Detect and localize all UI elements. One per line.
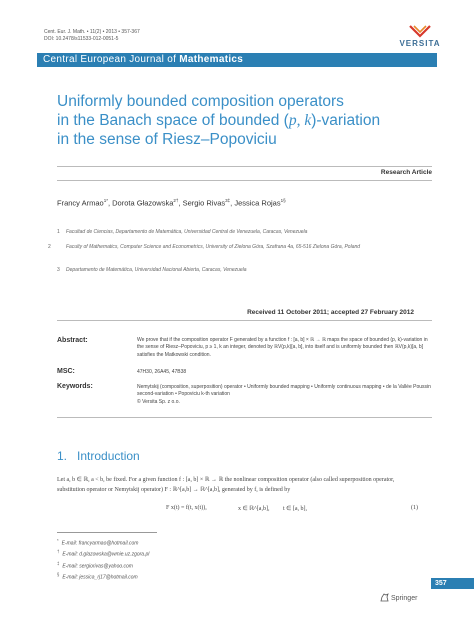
- article-type: Research Article: [380, 169, 432, 176]
- journal-title-bold: Mathematics: [179, 54, 244, 65]
- affiliation-number: 1: [57, 229, 60, 235]
- equation-domain: x ∈ ℝ^[a,b],: [238, 506, 270, 512]
- affiliation-number: 3: [57, 267, 60, 273]
- abstract-label: Abstract:: [57, 337, 88, 344]
- versita-logo-icon: [408, 24, 432, 38]
- affiliation-text: Facultad de Ciencias, Departamento de Matemática, Universidad Central de Venezuela, Caracas, Venezuela: [66, 229, 308, 235]
- section-title: Introduction: [77, 449, 140, 463]
- title-line-2-start: in the Banach space of bounded (: [57, 112, 289, 129]
- title-line-2: [57, 111, 387, 130]
- divider: [57, 417, 432, 418]
- springer-horse-icon: [380, 593, 389, 602]
- footnote: [57, 560, 197, 571]
- title-line-1: Uniformly bounded composition operators: [57, 93, 344, 110]
- footnote-mark: †: [57, 549, 60, 555]
- divider: [57, 180, 432, 181]
- doi-line: DOI: 10.2478/s11533-012-0051-5: [44, 35, 119, 42]
- footnotes: [57, 532, 197, 583]
- equation-lhs: F x(t) = f(t, x(t)),: [166, 505, 207, 511]
- page-number: 357: [431, 578, 474, 589]
- footnote-rule: [57, 532, 157, 533]
- springer-logo: [380, 593, 417, 602]
- divider: [57, 320, 432, 321]
- equation-range: t ∈ [a, b],: [283, 506, 308, 512]
- affiliation-text: Faculty of Mathematics, Computer Science and Econometrics, University of Zielona Góra, Szafrana 4a, 65-516 Zielona Góra, Poland: [66, 244, 361, 250]
- title-line-3: in the sense of Riesz–Popoviciu: [57, 131, 277, 148]
- copyright-line: © Versita Sp. z o.o.: [137, 398, 180, 405]
- publisher-logo: [390, 24, 450, 48]
- affiliation-number: 2: [48, 244, 51, 250]
- footnote: [57, 548, 197, 559]
- footnote: [57, 571, 197, 582]
- footnote-mark: ‡: [57, 560, 60, 566]
- footnote-email: E-mail: d.glazowska@wmie.uz.zgora.pl: [62, 552, 150, 559]
- keywords-text: [137, 384, 432, 406]
- journal-title: [43, 54, 243, 65]
- section-number: 1.: [57, 449, 68, 463]
- footnote-email: E-mail: sergiorivas@yahoo.com: [62, 563, 133, 570]
- equation-number: (1): [411, 505, 418, 511]
- publisher-name: VERSITA: [399, 39, 441, 48]
- title-line-2-end: )-variation: [311, 112, 381, 129]
- citation-line: Cent. Eur. J. Math. • 11(2) • 2013 • 357-367: [44, 29, 140, 35]
- title-line-2-math: p, k: [288, 112, 312, 129]
- keywords-list: Nemytskij (composition, superposition) operator • Uniformly bounded mapping • Uniformly continuous mapping • de la Vallée Poussin second-variation • Popoviciu k-th variation: [137, 384, 431, 398]
- footnote-mark: *: [57, 538, 59, 543]
- affiliation: [57, 229, 432, 236]
- author-name: Jessica Rojas: [234, 198, 281, 208]
- springer-name: Springer: [390, 595, 418, 602]
- citation-block: [44, 29, 140, 42]
- author-mark: 2†: [173, 198, 179, 203]
- author-name: Dorota Głazowska: [112, 198, 174, 208]
- divider: [57, 166, 432, 167]
- keywords-label: Keywords:: [57, 383, 93, 390]
- footnote: [57, 537, 197, 548]
- author-mark: 3‡: [225, 198, 231, 203]
- author-list: Francy Armao$^{1*}$, Dorota Głazowska$^{2\dagger}$, Sergio Rivas$^{3\ddagger}$, Jessica Rojas$^{1\S}$: [57, 198, 286, 208]
- author-name: Sergio Rivas: [182, 198, 226, 208]
- author-name: Francy Armao: [57, 198, 104, 208]
- affiliation-text: Departamento de Matemática, Universidad Nacional Abierta, Caracas, Venezuela: [66, 267, 247, 273]
- journal-title-prefix: Central European Journal of: [43, 54, 180, 65]
- msc-label: MSC:: [57, 368, 75, 375]
- abstract-text: We prove that if the composition operator F generated by a function f : [a, b] × ℝ → ℝ maps the space of bounded (p, k)-variation in the sense of Riesz–Popoviciu, p ≥ 1, k an integer, denoted by ℝV(p,k)[a, b], into itself and is uniformly bounded then ℝV(p,k)[a, b] satisfies the Matkowski condition.: [137, 337, 428, 358]
- received-dates: Received 11 October 2011; accepted 27 February 2012: [247, 309, 414, 316]
- msc-text: 47H30, 26A45, 47B38: [137, 369, 187, 375]
- paper-title: [57, 92, 387, 149]
- footnote-email: E-mail: francyarmao@hotmail.com: [61, 540, 139, 547]
- footnote-mark: §: [57, 572, 60, 578]
- affiliation: [57, 267, 432, 274]
- journal-banner: [37, 53, 437, 67]
- intro-paragraph: Let a, b ∈ ℝ, a < b, be fixed. For a given function f : [a, b] × ℝ → ℝ the nonlinear composition operator (also called superposition operator, substitution operator or Nemytskij operator) F : ℝ^[a,b] → ℝ^[a,b], generated by f, is defined by: [57, 477, 395, 493]
- author-mark: 1§: [280, 198, 286, 203]
- footnote-email: E-mail: jessica_rj17@hotmail.com: [62, 575, 138, 582]
- section-heading: [57, 449, 140, 463]
- author-mark: 1*: [103, 198, 108, 203]
- affiliation: [48, 244, 432, 251]
